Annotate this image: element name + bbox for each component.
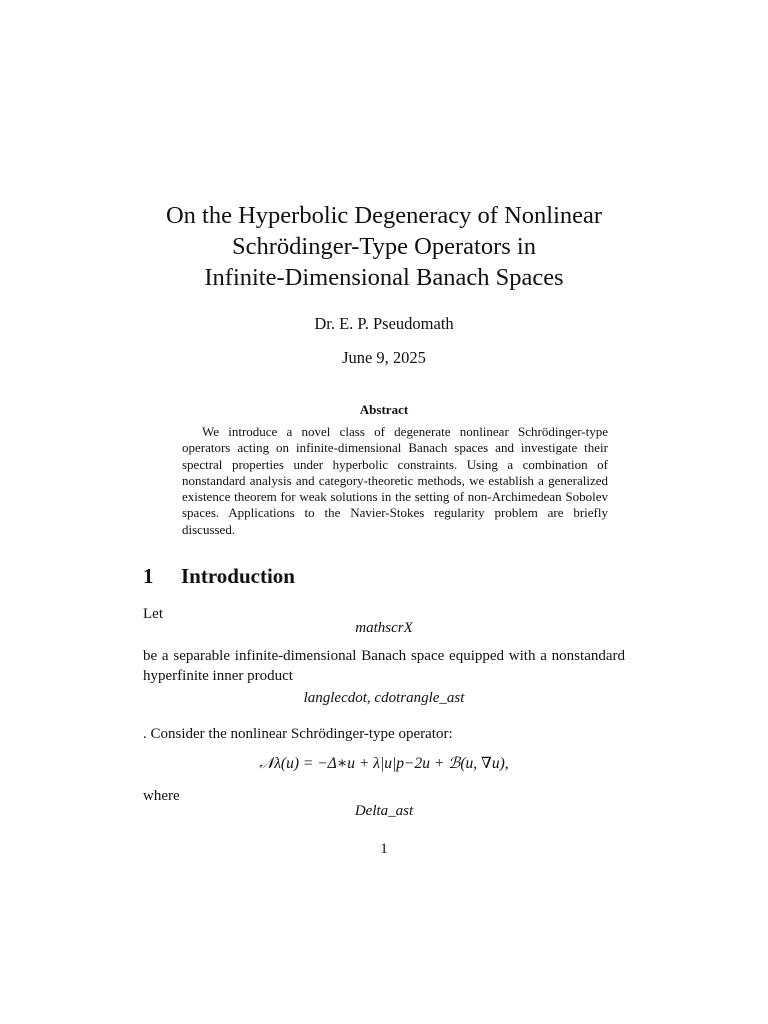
publication-date: June 9, 2025	[342, 348, 426, 367]
section-heading	[143, 564, 295, 589]
section-number: 1	[143, 564, 154, 588]
abstract-heading: Abstract	[359, 402, 409, 417]
title-line-1: On the Hyperbolic Degeneracy of Nonlinear	[165, 202, 603, 229]
display-math-inner-product: langlecdot, cdotrangle_ast	[303, 690, 465, 706]
operator-equation	[0, 754, 768, 773]
title-line-3: Infinite-Dimensional Banach Spaces	[204, 264, 564, 291]
paragraph-consider-operator: . Consider the nonlinear Schrödinger-type operator:	[143, 726, 453, 742]
display-math-mathscr: mathscrX	[355, 620, 413, 636]
section-title: Introduction	[181, 564, 295, 588]
paragraph-let: Let	[143, 606, 163, 622]
paragraph-where: where	[143, 788, 180, 804]
paragraph-banach-space: be a separable infinite-dimensional Banach space equipped with a nonstandard hyperfinite inner product	[143, 648, 625, 684]
page-number: 1	[380, 841, 388, 857]
display-math-delta: Delta_ast	[354, 803, 414, 819]
paper-title	[0, 200, 768, 293]
title-line-2: Schrödinger-Type Operators in	[232, 233, 536, 260]
equation-text: 𝒩λ(u) = −Δ∗u + λ|u|p−2u + ℬ(u, ∇u),	[259, 755, 509, 772]
author-name: Dr. E. P. Pseudomath	[314, 314, 454, 333]
abstract-text: We introduce a novel class of degenerate nonlinear Schrödinger-type operators acting on infinite-dimensional Banach spaces and investigate their spectral properties under hyperbolic constraints. Using a combination of nonstandard analysis and category-theoretic methods, we establish a generalized existence theorem for weak solutions in the setting of non-Archimedean Sobolev spaces. Applications to the Navier-Stokes regularity problem are briefly discussed.	[182, 424, 608, 537]
